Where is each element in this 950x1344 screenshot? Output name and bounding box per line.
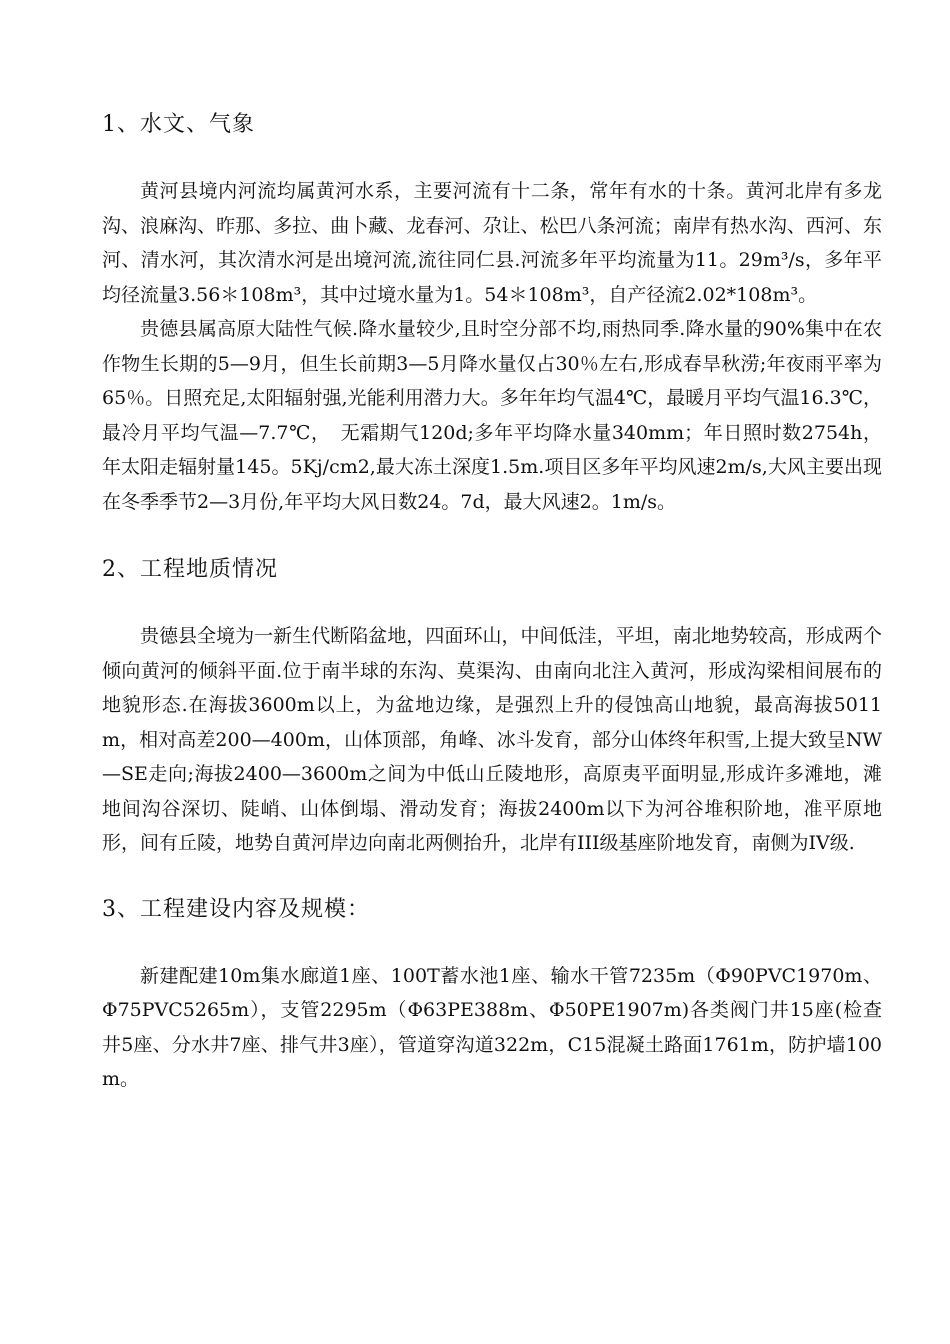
section-heading-hydrology: 1、水文、气象 [102,112,255,137]
document-page [102,108,882,1097]
paragraph-construction: 新建配建10m集水廊道1座、100T蓄水池1座、输水干管7235m（Φ90PVC1970m、Φ75PVC5265m），支管2295m（Φ63PE388m、Φ50PE1907m)各类阀门井15座(检查井5座、分水井7座、排气井3座），管道穿沟道322m，C15混凝土路面1761m，防护墙100m。 [102,964,882,1090]
paragraph-climate: 贵德县属高原大陆性气候.降水量较少,且时空分部不均,雨热同季.降水量的90%集中在农作物生长期的5—9月，但生长前期3—5月降水量仅占30％左右,形成春旱秋涝;年夜雨平率为65％。日照充足,太阳辐射强,光能利用潜力大。多年年均气温4℃，最暖月平均气温16.3℃，最冷月平均气温—7.7℃， 无霜期气120d;多年平均降水量340mm；年日照时数2754h，年太阳走辐射量145。5Kj/cm2,最大冻土深度1.5m.项目区多年平均风速2m/s,大风主要出现在冬季季节2—3月份,年平均大风日数24。7d，最大风速2。1m/s。 [102,318,882,513]
paragraph-geology: 贵德县全境为一新生代断陷盆地，四面环山，中间低洼，平坦，南北地势较高，形成两个倾向黄河的倾斜平面.位于南半球的东沟、莫渠沟、由南向北注入黄河，形成沟梁相间展布的地貌形态.在海拔3600m以上，为盆地边缘，是强烈上升的侵蚀高山地貌，最高海拔5011m，相对高差200—400m，山体顶部，角峰、冰斗发育，部分山体终年积雪,上提大致呈NW—SE走向;海拔2400—3600m之间为中低山丘陵地形，高原夷平面明显,形成许多滩地，滩地间沟谷深切、陡峭、山体倒塌、滑动发育；海拔2400m以下为河谷堆积阶地，准平原地形，间有丘陵，地势自黄河岸边向南北两侧抬升，北岸有III级基座阶地发育，南侧为IV级. [102,625,882,854]
section-heading-geology: 2、工程地质情况 [102,557,278,582]
paragraph-rivers: 黄河县境内河流均属黄河水系，主要河流有十二条，常年有水的十条。黄河北岸有多龙沟、浪麻沟、昨那、多拉、曲卜藏、龙春河、尕让、松巴八条河流；南岸有热水沟、西河、东河、清水河，其次清水河是出境河流,流往同仁县.河流多年平均流量为11。29m³/s，多年平均径流量3.56＊108m³，其中过境水量为1。54＊108m³，自产径流2.02*108m³。 [102,180,882,306]
section-heading-construction: 3、工程建设内容及规模： [102,896,370,922]
